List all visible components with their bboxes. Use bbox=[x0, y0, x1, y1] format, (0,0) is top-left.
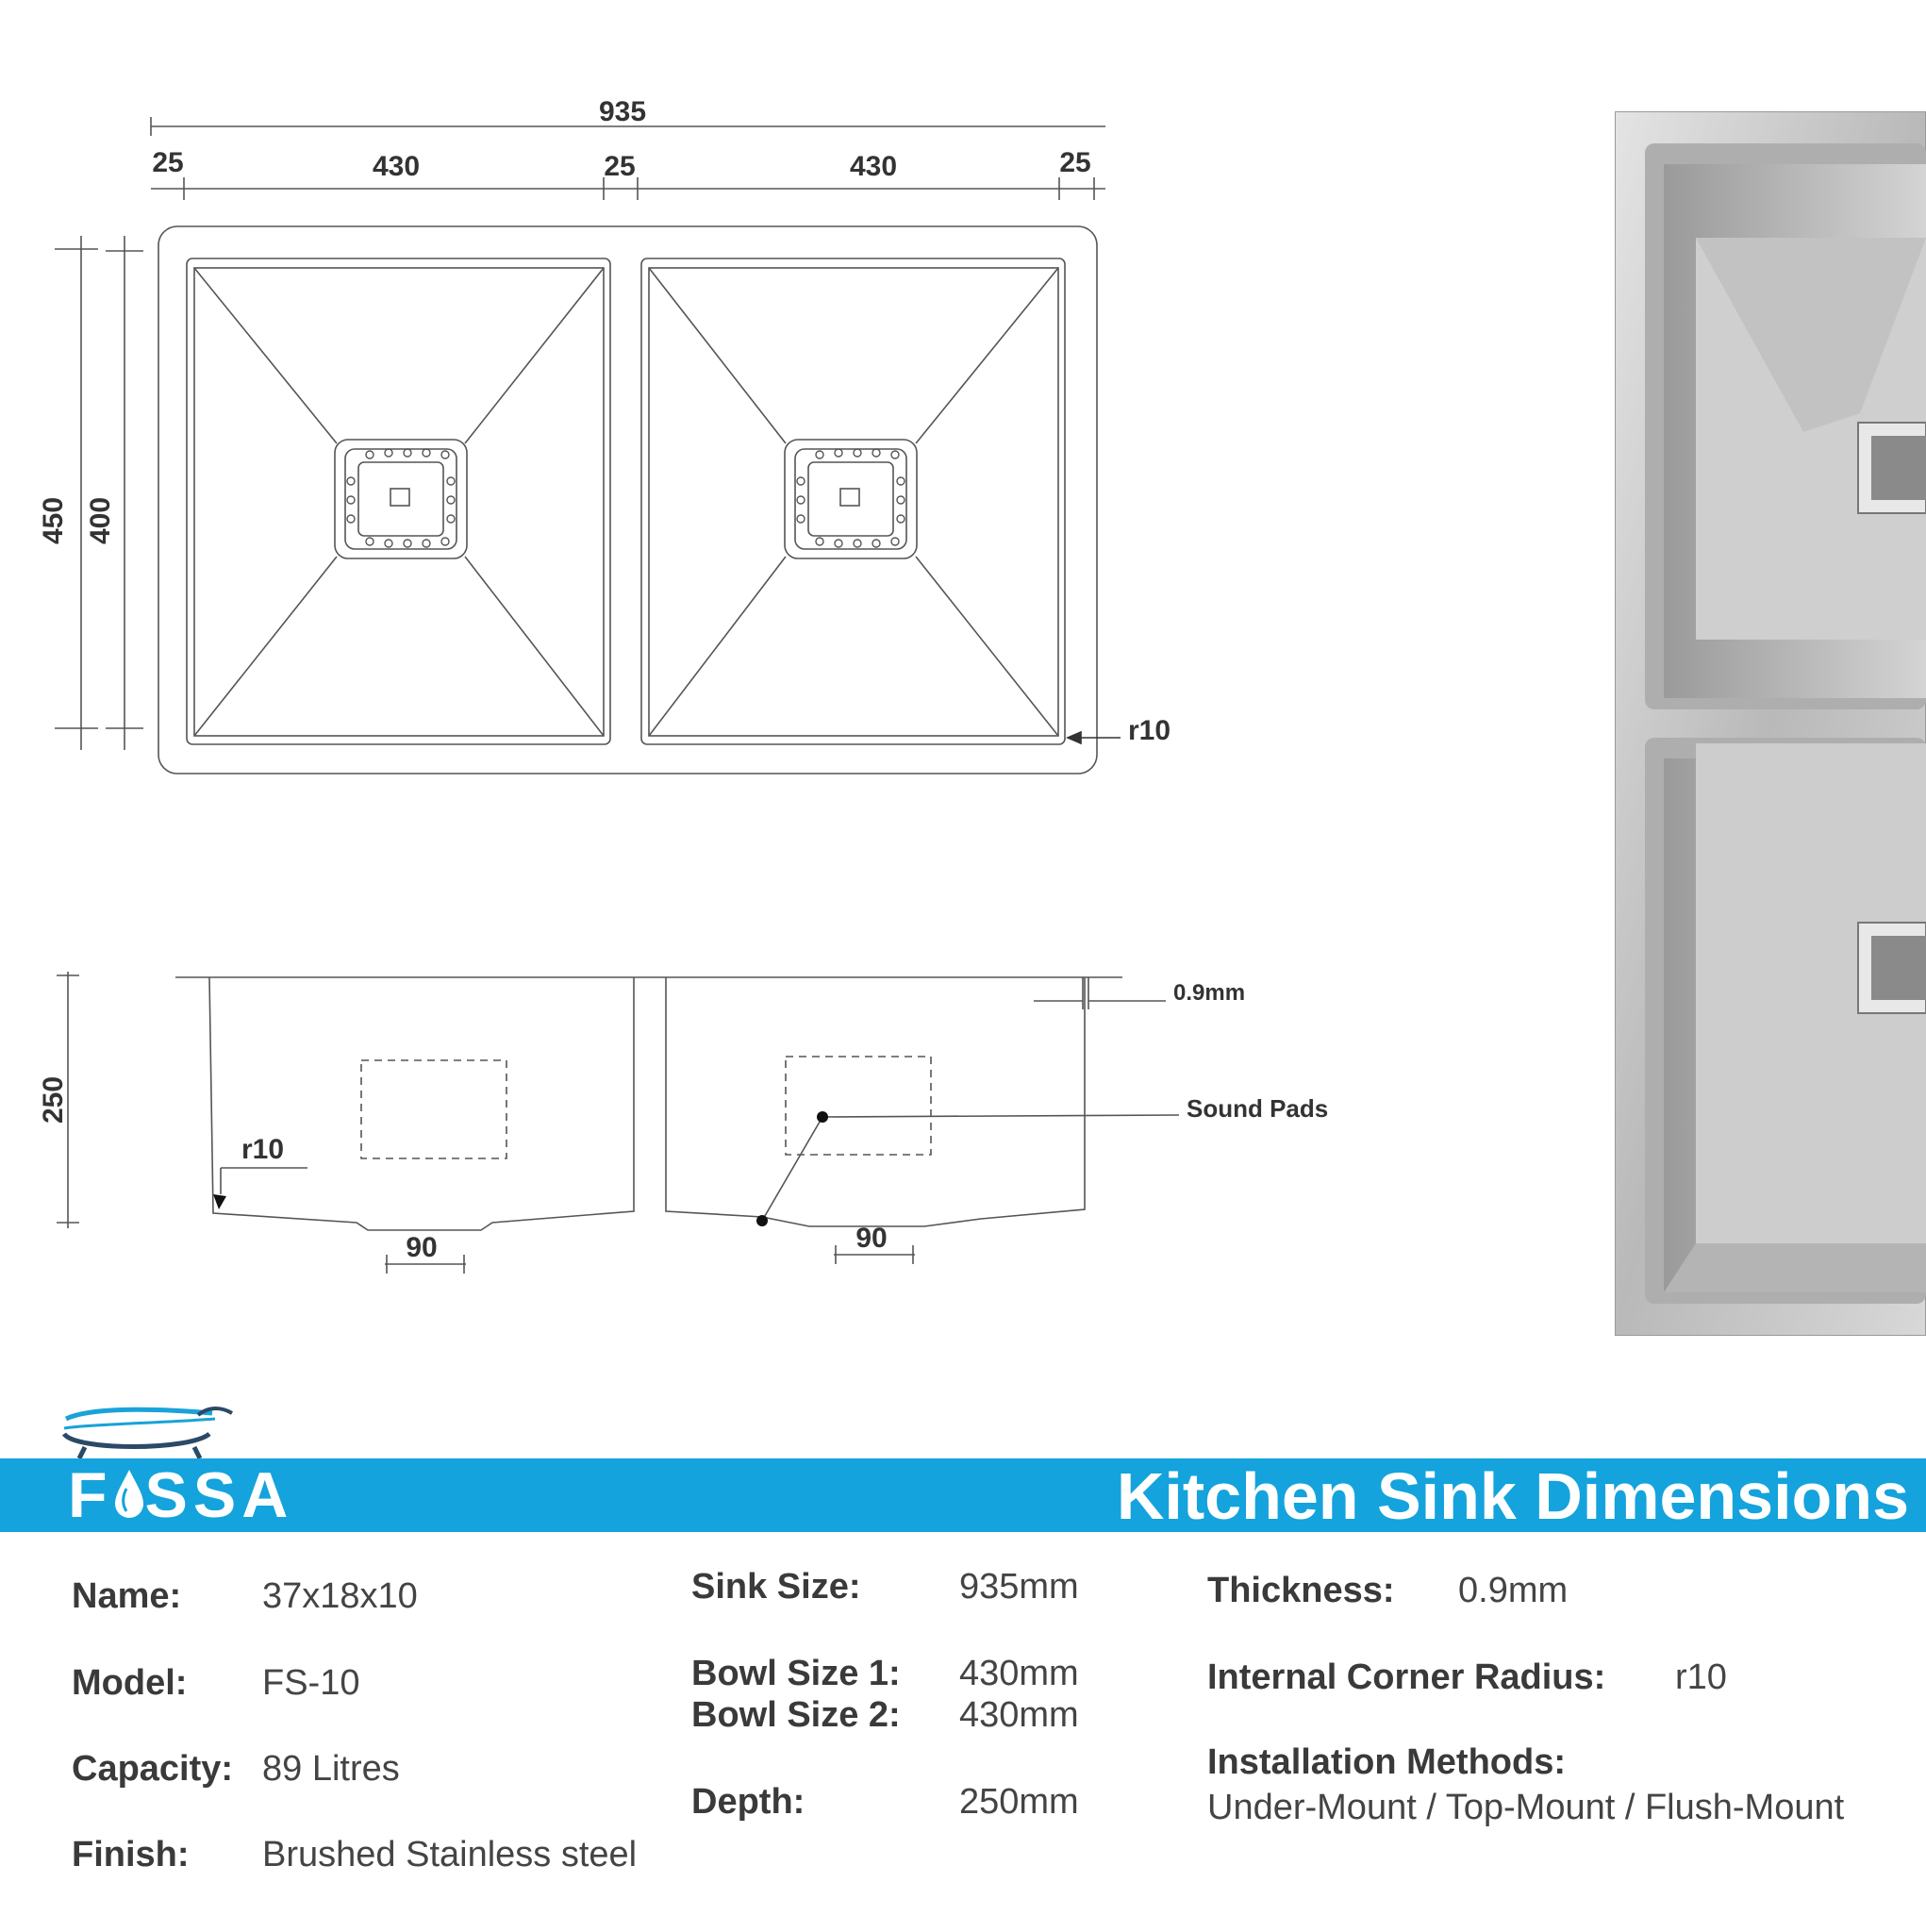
spec-depth-value: 250mm bbox=[959, 1782, 1079, 1822]
label-sound-pads: Sound Pads bbox=[1187, 1094, 1329, 1123]
banner-title: Kitchen Sink Dimensions bbox=[1116, 1459, 1909, 1533]
brand-name-start: F bbox=[68, 1459, 113, 1531]
dim-right-margin: 25 bbox=[1059, 147, 1091, 178]
dim-side-depth: 250 bbox=[38, 1075, 69, 1124]
spec-corner-radius-value: r10 bbox=[1675, 1657, 1727, 1697]
brand-water-drop-icon bbox=[113, 1468, 145, 1521]
spec-thickness-label: Thickness: bbox=[1207, 1571, 1395, 1610]
spec-thickness-value: 0.9mm bbox=[1458, 1571, 1569, 1610]
dim-overall-width: 935 bbox=[598, 96, 647, 127]
dim-center-divider: 25 bbox=[604, 151, 636, 182]
spec-name-value: 37x18x10 bbox=[262, 1576, 418, 1616]
spec-installation bbox=[1207, 1741, 1844, 1828]
dim-bowl-depth: 400 bbox=[85, 496, 116, 545]
spec-sink-size bbox=[691, 1566, 1079, 1607]
dim-left-bowl: 430 bbox=[372, 151, 421, 182]
spec-thickness bbox=[1207, 1570, 1569, 1611]
spec-bowl-size-1 bbox=[691, 1653, 1079, 1694]
brand-name-end: SSA bbox=[144, 1459, 294, 1531]
brand-logo-bathtub bbox=[57, 1396, 245, 1462]
spec-name-label: Name: bbox=[72, 1576, 182, 1616]
spec-name bbox=[72, 1575, 418, 1617]
spec-model-label: Model: bbox=[72, 1663, 188, 1703]
spec-model bbox=[72, 1662, 360, 1704]
spec-bowl-size-1-label: Bowl Size 1: bbox=[691, 1654, 901, 1693]
brand-name bbox=[68, 1459, 294, 1531]
spec-depth-label: Depth: bbox=[691, 1782, 805, 1822]
spec-bowl-size-1-value: 430mm bbox=[959, 1654, 1079, 1693]
label-top-corner-radius: r10 bbox=[1128, 715, 1171, 746]
spec-installation-label: Installation Methods: bbox=[1207, 1742, 1566, 1782]
label-thickness: 0.9mm bbox=[1173, 980, 1246, 1006]
spec-installation-value: Under-Mount / Top-Mount / Flush-Mount bbox=[1207, 1788, 1845, 1827]
spec-bowl-size-2-label: Bowl Size 2: bbox=[691, 1695, 901, 1735]
dim-right-bowl: 430 bbox=[849, 151, 898, 182]
spec-capacity-label: Capacity: bbox=[72, 1749, 234, 1789]
title-banner bbox=[0, 1458, 1926, 1532]
spec-sink-size-label: Sink Size: bbox=[691, 1567, 861, 1607]
spec-corner-radius bbox=[1207, 1657, 1727, 1698]
label-side-corner-radius: r10 bbox=[241, 1134, 285, 1165]
dim-drain-width-left: 90 bbox=[406, 1232, 438, 1263]
spec-bowl-size-2-value: 430mm bbox=[959, 1695, 1079, 1735]
spec-corner-radius-label: Internal Corner Radius: bbox=[1207, 1657, 1606, 1697]
spec-finish-label: Finish: bbox=[72, 1835, 190, 1874]
dim-drain-width-right: 90 bbox=[855, 1223, 888, 1254]
spec-capacity-value: 89 Litres bbox=[262, 1749, 400, 1789]
dim-outer-depth: 450 bbox=[38, 496, 69, 545]
spec-sink-size-value: 935mm bbox=[959, 1567, 1079, 1607]
spec-depth bbox=[691, 1781, 1079, 1823]
dim-left-margin: 25 bbox=[152, 147, 184, 178]
technical-drawing bbox=[0, 0, 1386, 1340]
spec-finish bbox=[72, 1834, 638, 1875]
sink-product-photo bbox=[1615, 111, 1926, 1336]
spec-finish-value: Brushed Stainless steel bbox=[262, 1835, 638, 1874]
spec-capacity bbox=[72, 1748, 400, 1790]
spec-model-value: FS-10 bbox=[262, 1663, 360, 1703]
spec-bowl-size-2 bbox=[691, 1694, 1079, 1736]
